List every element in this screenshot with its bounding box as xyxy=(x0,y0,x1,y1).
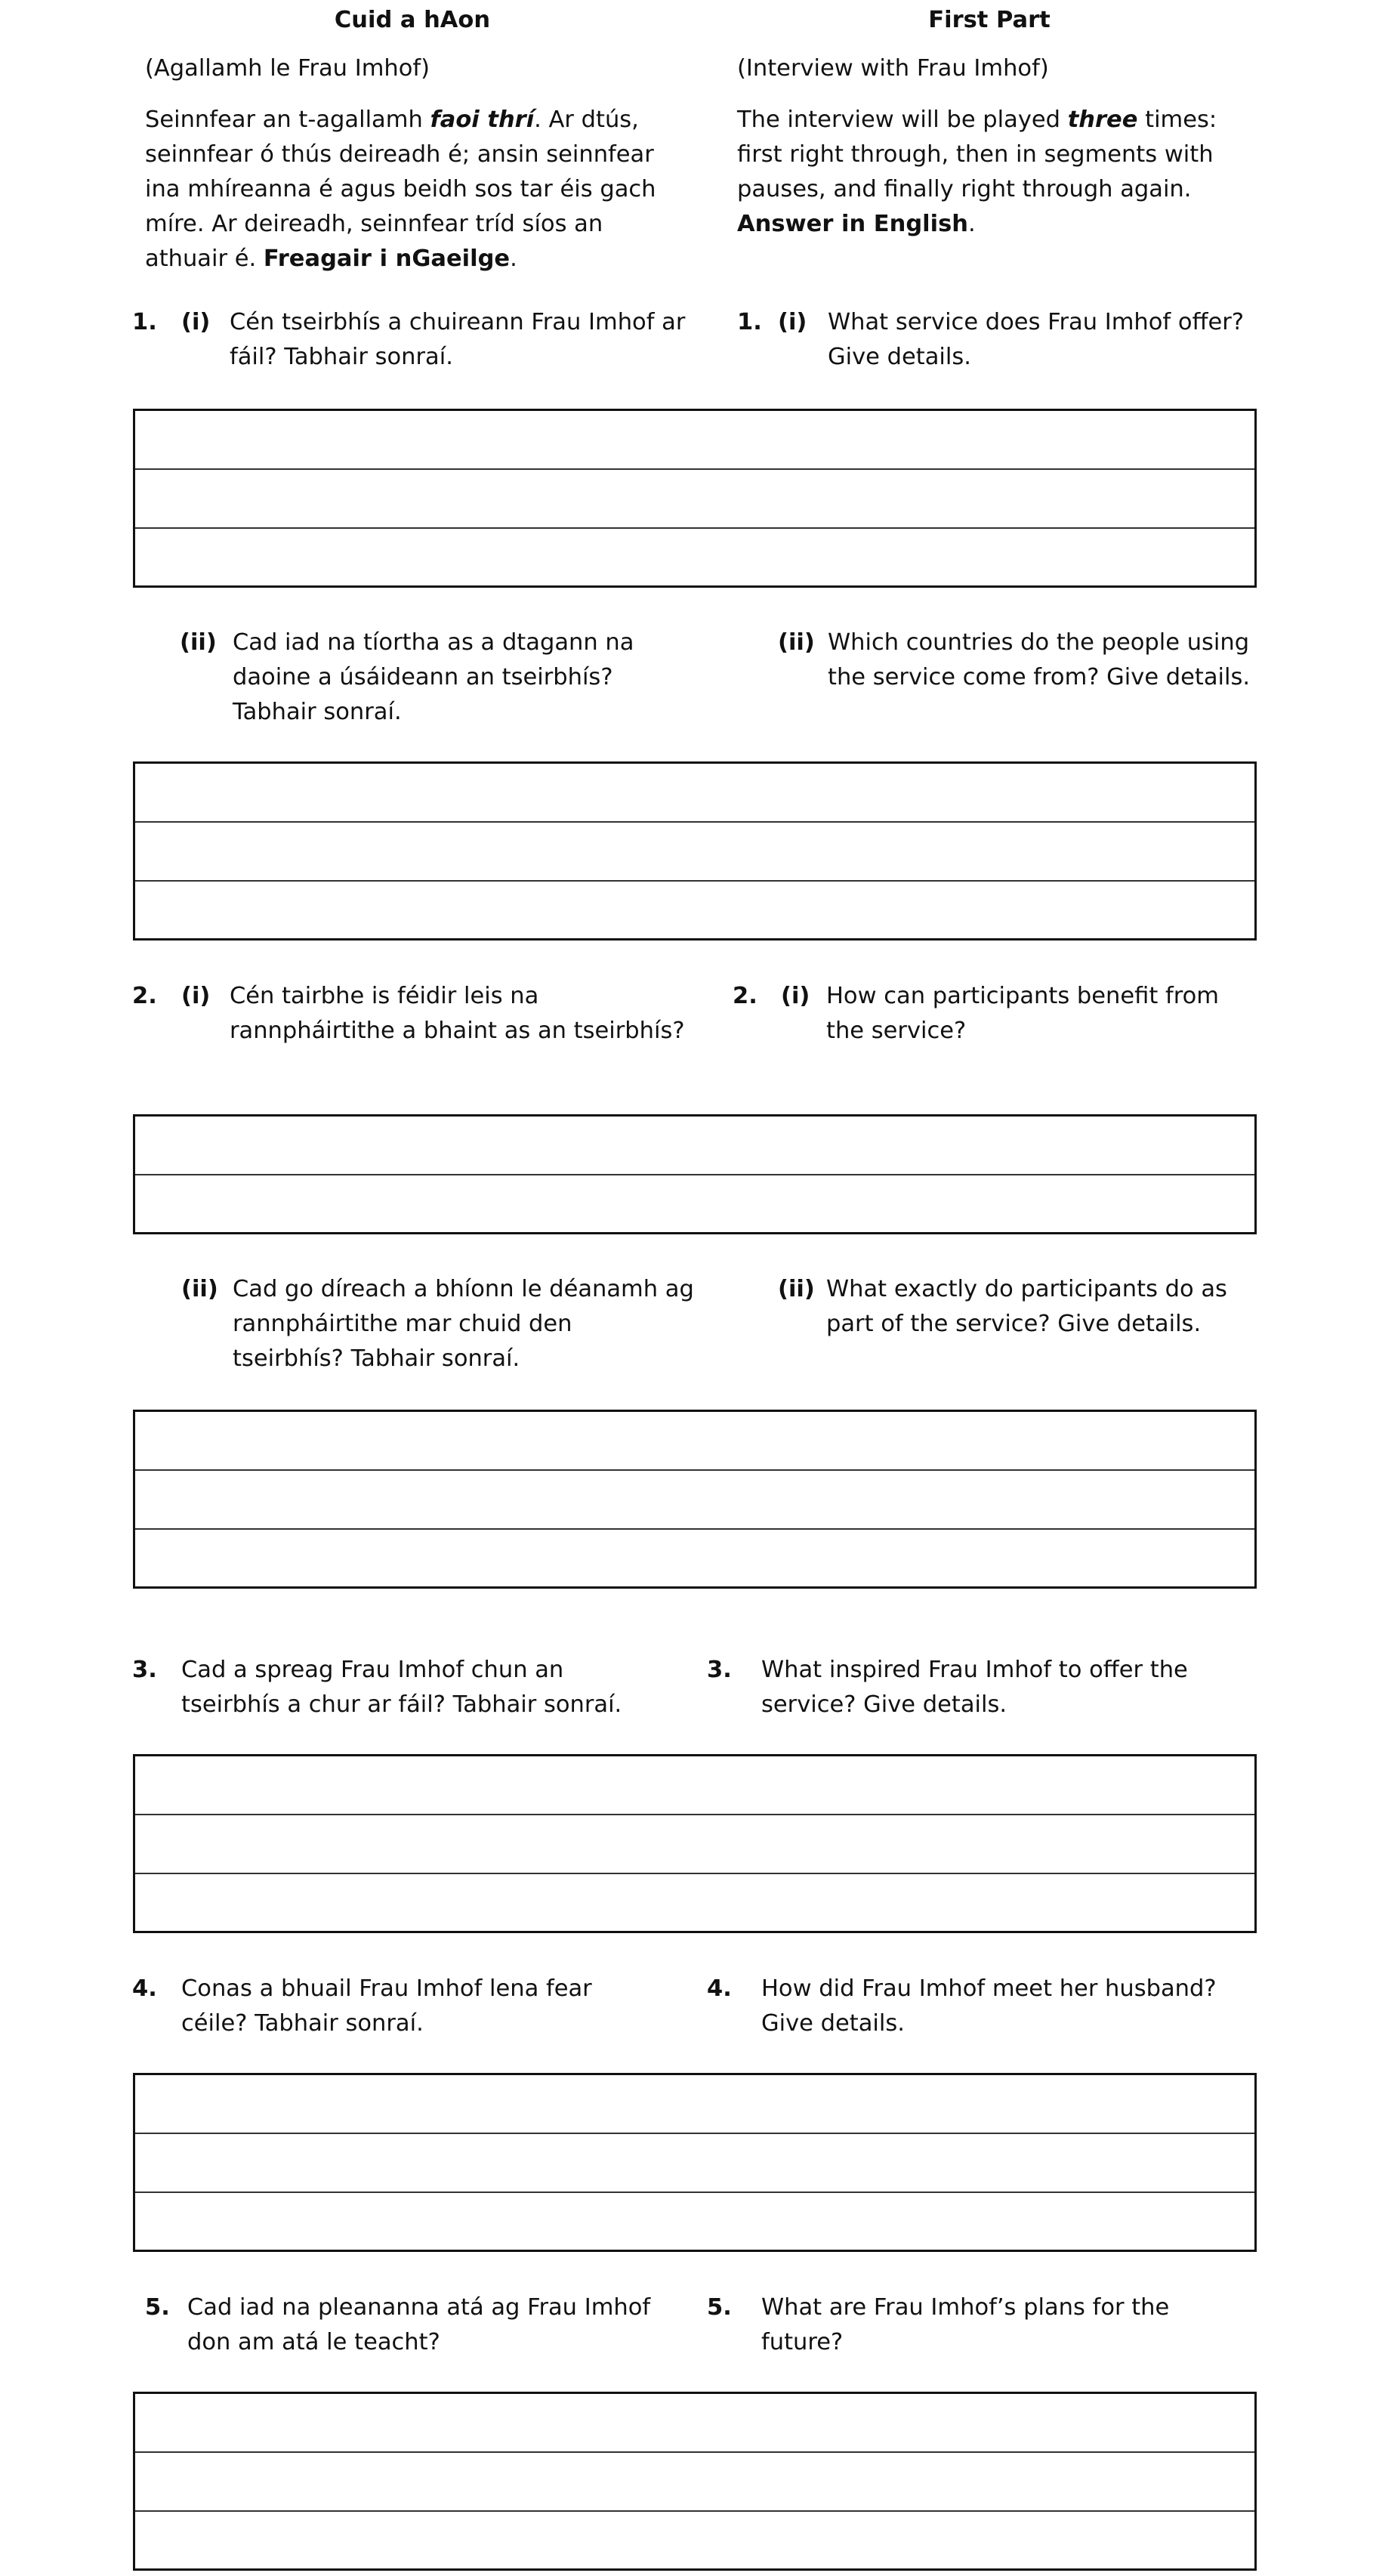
q2-ii-text-english: What exactly do participants do as part of the service? Give details. xyxy=(826,1276,1227,1337)
heading-irish: Cuid a hAon xyxy=(334,7,491,33)
q2-i-answer-box[interactable] xyxy=(133,1114,1257,1234)
q1-ii-text-english: Which countries do the people using the service come from? Give details. xyxy=(828,629,1251,690)
answer-line[interactable] xyxy=(135,882,1254,941)
answer-line[interactable] xyxy=(135,1756,1254,1815)
q3-number-irish: 3. xyxy=(132,1657,157,1683)
answer-line[interactable] xyxy=(135,529,1254,588)
q2-i-text-english: How can participants benefit from the service? xyxy=(826,983,1219,1044)
answer-line[interactable] xyxy=(135,1117,1254,1175)
answer-line[interactable] xyxy=(135,1471,1254,1530)
subtitle-english: (Interview with Frau Imhof) xyxy=(737,55,1049,82)
q1-i-label-irish: (i) xyxy=(181,309,211,335)
answer-line[interactable] xyxy=(135,1175,1254,1234)
answer-line[interactable] xyxy=(135,411,1254,470)
q5-answer-box[interactable] xyxy=(133,2392,1257,2571)
q1-i-answer-box[interactable] xyxy=(133,409,1257,588)
q2-i-label-irish: (i) xyxy=(181,983,211,1009)
answer-line[interactable] xyxy=(135,470,1254,529)
q1-i-label-english: (i) xyxy=(778,309,807,335)
answer-line[interactable] xyxy=(135,823,1254,882)
q2-ii-label-irish: (ii) xyxy=(181,1276,218,1302)
q5-number-irish: 5. xyxy=(145,2294,170,2321)
q4-text-irish: Conas a bhuail Frau Imhof lena fear céile? Tabhair sonraí. xyxy=(181,1975,592,2037)
q2-number-irish: 2. xyxy=(132,983,157,1009)
q3-text-english: What inspired Frau Imhof to offer the service? Give details. xyxy=(761,1657,1188,1718)
q5-number-english: 5. xyxy=(707,2294,732,2321)
q2-ii-label-english: (ii) xyxy=(778,1276,815,1302)
q2-i-text-irish: Cén tairbhe is féidir leis na rannpháirtithe a bhaint as an tseirbhís? xyxy=(230,983,685,1044)
q1-number-irish: 1. xyxy=(132,309,157,335)
q1-ii-answer-box[interactable] xyxy=(133,761,1257,941)
q2-ii-text-irish: Cad go díreach a bhíonn le déanamh ag rannpháirtithe mar chuid den tseirbhís? Tabhair sonraí. xyxy=(233,1276,694,1372)
q3-answer-box[interactable] xyxy=(133,1754,1257,1933)
answer-line[interactable] xyxy=(135,2134,1254,2193)
answer-line[interactable] xyxy=(135,1874,1254,1933)
q2-number-english: 2. xyxy=(733,983,757,1009)
answer-line[interactable] xyxy=(135,2394,1254,2453)
answer-line[interactable] xyxy=(135,1412,1254,1471)
q3-number-english: 3. xyxy=(707,1657,732,1683)
q5-text-english: What are Frau Imhof’s plans for the future? xyxy=(761,2294,1170,2355)
answer-line[interactable] xyxy=(135,764,1254,823)
answer-line[interactable] xyxy=(135,2193,1254,2252)
instructions-irish: Seinnfear an t-agallamh faoi thrí. Ar dtús, seinnfear ó thús deireadh é; ansin seinnfear ina mhíreanna é agus beidh sos tar éis gach míre. Ar deireadh, seinnfear tríd síos an athuair é. Freagair i nGaeilge. xyxy=(145,107,656,272)
q1-ii-label-english: (ii) xyxy=(778,629,815,656)
instructions-english: The interview will be played three times: first right through, then in segments with pauses, and finally right through again. Answer in English. xyxy=(737,107,1217,237)
q3-text-irish: Cad a spreag Frau Imhof chun an tseirbhís a chur ar fáil? Tabhair sonraí. xyxy=(181,1657,622,1718)
q4-answer-box[interactable] xyxy=(133,2073,1257,2252)
q2-i-label-english: (i) xyxy=(781,983,810,1009)
q1-ii-label-irish: (ii) xyxy=(180,629,217,656)
q4-number-english: 4. xyxy=(707,1975,732,2002)
q5-text-irish: Cad iad na pleananna atá ag Frau Imhof don am atá le teacht? xyxy=(187,2294,651,2355)
q1-ii-text-irish: Cad iad na tíortha as a dtagann na daoine a úsáideann an tseirbhís? Tabhair sonraí. xyxy=(233,629,634,725)
q2-ii-answer-box[interactable] xyxy=(133,1410,1257,1589)
answer-line[interactable] xyxy=(135,2453,1254,2512)
answer-line[interactable] xyxy=(135,1815,1254,1874)
q4-text-english: How did Frau Imhof meet her husband? Give details. xyxy=(761,1975,1217,2037)
q4-number-irish: 4. xyxy=(132,1975,157,2002)
answer-line[interactable] xyxy=(135,2075,1254,2134)
heading-english: First Part xyxy=(928,7,1051,33)
answer-line[interactable] xyxy=(135,1530,1254,1589)
q1-i-text-irish: Cén tseirbhís a chuireann Frau Imhof ar fáil? Tabhair sonraí. xyxy=(230,309,686,370)
q1-number-english: 1. xyxy=(737,309,762,335)
q1-i-text-english: What service does Frau Imhof offer? Give details. xyxy=(828,309,1245,370)
answer-line[interactable] xyxy=(135,2512,1254,2571)
subtitle-irish: (Agallamh le Frau Imhof) xyxy=(145,55,430,82)
